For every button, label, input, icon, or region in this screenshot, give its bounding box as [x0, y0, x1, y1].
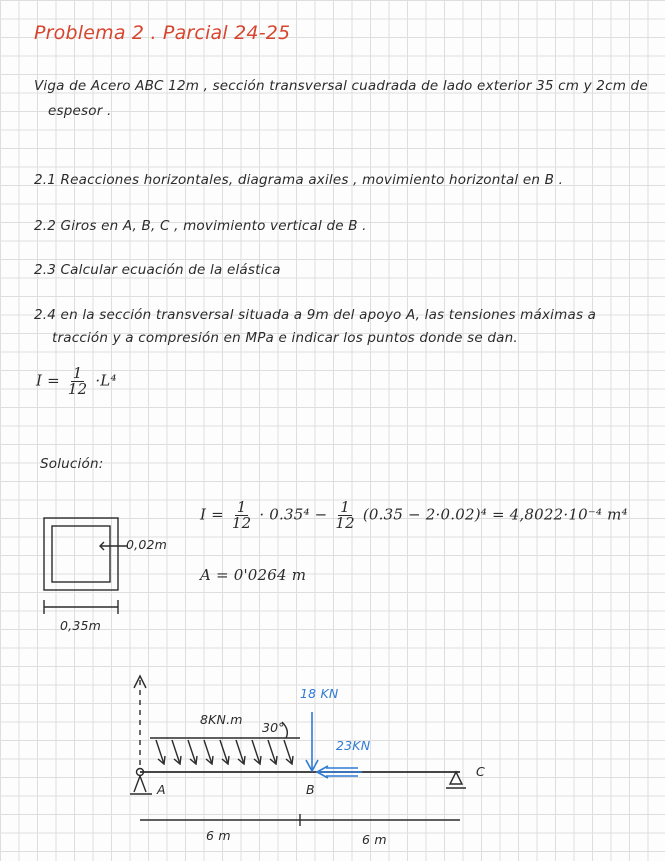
width-label: 0,35m: [60, 618, 102, 633]
section-inner-square: [52, 526, 110, 582]
calc-lhs: I =: [200, 505, 224, 524]
inertia-numerator: 1: [72, 364, 83, 382]
support-a-triangle-icon: [134, 776, 146, 792]
thickness-label: 0,02m: [126, 537, 168, 552]
question-2-4-line-1: 2.4 en la sección transversal situada a 9m del apoyo A, las tensiones máximas a: [34, 307, 597, 323]
distributed-load-arrows: [156, 740, 293, 764]
inertia-lhs: I =: [36, 371, 60, 390]
inertia-denominator: 12: [67, 380, 88, 398]
solucion-label: Solución:: [40, 456, 104, 472]
label-a: A: [157, 782, 166, 797]
question-2-2: 2.2 Giros en A, B, C , movimiento vertical de B .: [34, 218, 367, 234]
section-outer-square: [44, 518, 118, 590]
calc-denominator-2: 12: [335, 514, 355, 532]
point-load-label: 18 KN: [300, 686, 339, 701]
support-c-roller-icon: [450, 772, 462, 784]
calc-denominator-1: 12: [231, 514, 252, 532]
statement-line-2: espesor .: [48, 103, 112, 119]
inertia-tail: ·L⁴: [95, 371, 117, 390]
question-2-3: 2.3 Calcular ecuación de la elástica: [34, 262, 281, 278]
beam-diagram: [130, 676, 466, 826]
calc-term-2: (0.35 − 2·0.02)⁴ = 4,8022·10⁻⁴ m⁴: [362, 505, 628, 524]
angle-label: 30°: [262, 720, 285, 735]
calc-term-1: · 0.35⁴ −: [259, 505, 328, 524]
calc-numerator-2: 1: [340, 498, 350, 516]
horizontal-load-label: 23KN: [336, 738, 371, 753]
cross-section-diagram: [44, 518, 128, 614]
calc-numerator-1: 1: [236, 498, 247, 516]
area-result: A = 0'0264 m: [200, 566, 307, 584]
statement-line-1: Viga de Acero ABC 12m , sección transversal cuadrada de lado exterior 35 cm y 2cm de: [34, 78, 648, 94]
problem-title: Problema 2 . Parcial 24-25: [34, 22, 291, 44]
label-c: C: [476, 764, 485, 779]
label-b: B: [306, 782, 315, 797]
question-2-4-line-2: tracción y a compresión en MPa e indicar los puntos donde se dan.: [52, 330, 518, 346]
span-1-label: 6 m: [206, 828, 231, 843]
distributed-load-label: 8KN.m: [200, 712, 243, 727]
question-2-1: 2.1 Reacciones horizontales, diagrama axiles , movimiento horizontal en B .: [34, 172, 564, 188]
span-2-label: 6 m: [362, 832, 387, 847]
